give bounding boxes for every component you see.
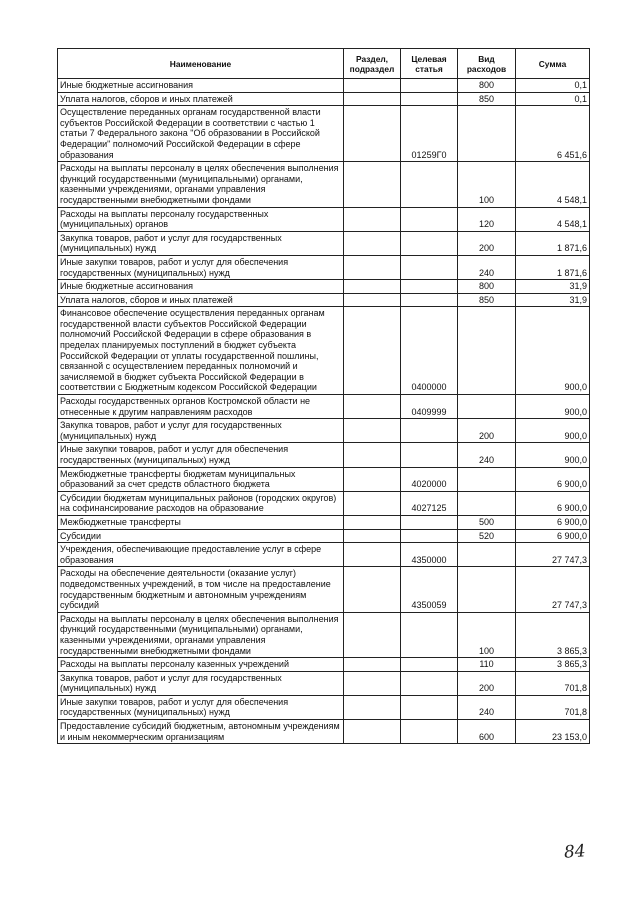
cell-target: [401, 255, 458, 279]
cell-section: [344, 280, 401, 294]
cell-section: [344, 671, 401, 695]
cell-section: [344, 443, 401, 467]
table-row: [58, 529, 590, 543]
cell-sum: 27 747,3: [516, 567, 590, 612]
cell-target: 4020000: [401, 467, 458, 491]
budget-table: [57, 48, 590, 744]
cell-sum: 900,0: [516, 395, 590, 419]
table-row: [58, 720, 590, 744]
cell-section: [344, 491, 401, 515]
cell-kind: [458, 567, 516, 612]
table-row: [58, 231, 590, 255]
table-row: [58, 307, 590, 395]
cell-section: [344, 92, 401, 106]
cell-kind: [458, 307, 516, 395]
cell-name: Иные закупки товаров, работ и услуг для обеспечения государственных (муниципальных) нужд: [58, 443, 344, 467]
cell-name: Субсидии: [58, 529, 344, 543]
table-row: [58, 695, 590, 719]
table-body: [58, 79, 590, 744]
cell-sum: 6 900,0: [516, 515, 590, 529]
cell-sum: 900,0: [516, 307, 590, 395]
cell-kind: 120: [458, 207, 516, 231]
cell-name: Предоставление субсидий бюджетным, автономным учреждениям и иным некоммерческим организациям: [58, 720, 344, 744]
table-row: [58, 443, 590, 467]
cell-target: [401, 207, 458, 231]
cell-kind: 850: [458, 293, 516, 307]
cell-name: Расходы на выплаты персоналу казенных учреждений: [58, 658, 344, 672]
cell-kind: [458, 467, 516, 491]
budget-table-sheet: [57, 48, 589, 744]
cell-section: [344, 720, 401, 744]
cell-kind: 200: [458, 231, 516, 255]
table-row: [58, 467, 590, 491]
cell-kind: 240: [458, 255, 516, 279]
table-row: [58, 395, 590, 419]
cell-section: [344, 395, 401, 419]
table-row: [58, 658, 590, 672]
table-row: [58, 567, 590, 612]
cell-target: [401, 231, 458, 255]
cell-sum: 1 871,6: [516, 231, 590, 255]
table-row: [58, 255, 590, 279]
cell-section: [344, 307, 401, 395]
cell-name: Иные закупки товаров, работ и услуг для обеспечения государственных (муниципальных) нужд: [58, 255, 344, 279]
table-row: [58, 207, 590, 231]
cell-section: [344, 467, 401, 491]
header-name: Наименование: [58, 49, 344, 79]
cell-name: Уплата налогов, сборов и иных платежей: [58, 293, 344, 307]
cell-kind: [458, 106, 516, 162]
cell-section: [344, 162, 401, 207]
table-row: [58, 92, 590, 106]
cell-target: 0400000: [401, 307, 458, 395]
cell-section: [344, 419, 401, 443]
table-row: [58, 543, 590, 567]
cell-name: Расходы государственных органов Костромской области не отнесенные к другим направлениям расходов: [58, 395, 344, 419]
cell-section: [344, 79, 401, 93]
cell-name: Финансовое обеспечение осуществления переданных органам государственной власти субъектов Российской Федерации полномочий Российской Федерации в сфере образования в пределах планируемых поступлений в бюджет субъекта Российской Федерации от уплаты государственной пошлины, связанной с осуществлением переданных полномочий и зачисляемой в бюджет субъекта Российской Федерации в соответствии с Бюджетным кодексом Российской Федерации: [58, 307, 344, 395]
cell-section: [344, 567, 401, 612]
cell-sum: 31,9: [516, 293, 590, 307]
cell-kind: 240: [458, 443, 516, 467]
table-row: [58, 280, 590, 294]
cell-section: [344, 529, 401, 543]
cell-section: [344, 515, 401, 529]
cell-name: Межбюджетные трансферты бюджетам муниципальных образований за счет средств областного бюджета: [58, 467, 344, 491]
table-row: [58, 162, 590, 207]
cell-target: 4027125: [401, 491, 458, 515]
cell-kind: 520: [458, 529, 516, 543]
cell-target: [401, 79, 458, 93]
cell-section: [344, 695, 401, 719]
table-row: [58, 612, 590, 657]
cell-target: 4350000: [401, 543, 458, 567]
cell-sum: 701,8: [516, 695, 590, 719]
cell-sum: 0,1: [516, 92, 590, 106]
table-row: [58, 671, 590, 695]
cell-kind: 600: [458, 720, 516, 744]
cell-sum: 701,8: [516, 671, 590, 695]
cell-sum: 0,1: [516, 79, 590, 93]
cell-sum: 4 548,1: [516, 162, 590, 207]
cell-target: 01259Г0: [401, 106, 458, 162]
cell-target: [401, 720, 458, 744]
header-kind: Вид расходов: [458, 49, 516, 79]
cell-kind: 240: [458, 695, 516, 719]
cell-section: [344, 106, 401, 162]
table-row: [58, 491, 590, 515]
cell-name: Иные бюджетные ассигнования: [58, 79, 344, 93]
cell-name: Расходы на обеспечение деятельности (оказание услуг) подведомственных учреждений, в том числе на предоставление государственным бюджетным и автономным учреждениям субсидий: [58, 567, 344, 612]
cell-section: [344, 658, 401, 672]
cell-target: [401, 658, 458, 672]
table-row: [58, 106, 590, 162]
cell-sum: 1 871,6: [516, 255, 590, 279]
cell-kind: 100: [458, 162, 516, 207]
cell-target: [401, 92, 458, 106]
cell-kind: 850: [458, 92, 516, 106]
cell-sum: 31,9: [516, 280, 590, 294]
cell-sum: 900,0: [516, 443, 590, 467]
cell-section: [344, 293, 401, 307]
cell-name: Осуществление переданных органам государственной власти субъектов Российской Федерации в соответствии с частью 1 статьи 7 Федерального закона "Об образовании в Российской Федерации" полномочий Российской Федерации в сфере образования: [58, 106, 344, 162]
cell-kind: 200: [458, 419, 516, 443]
cell-sum: 6 900,0: [516, 467, 590, 491]
cell-kind: 100: [458, 612, 516, 657]
cell-name: Расходы на выплаты персоналу в целях обеспечения выполнения функций государственными (муниципальными) органами, казенными учреждениями, органами управления государственными внебюджетными фондами: [58, 162, 344, 207]
header-sum: Сумма: [516, 49, 590, 79]
cell-target: 0409999: [401, 395, 458, 419]
cell-section: [344, 612, 401, 657]
cell-target: [401, 443, 458, 467]
cell-sum: 6 451,6: [516, 106, 590, 162]
cell-kind: [458, 543, 516, 567]
cell-target: [401, 671, 458, 695]
cell-sum: 3 865,3: [516, 612, 590, 657]
cell-sum: 6 900,0: [516, 529, 590, 543]
cell-section: [344, 207, 401, 231]
header-target: Целевая статья: [401, 49, 458, 79]
table-row: [58, 293, 590, 307]
cell-target: [401, 280, 458, 294]
page-number: 84: [563, 841, 587, 863]
cell-target: [401, 293, 458, 307]
cell-name: Закупка товаров, работ и услуг для государственных (муниципальных) нужд: [58, 671, 344, 695]
cell-sum: 23 153,0: [516, 720, 590, 744]
cell-kind: 110: [458, 658, 516, 672]
cell-name: Межбюджетные трансферты: [58, 515, 344, 529]
cell-kind: [458, 491, 516, 515]
cell-section: [344, 543, 401, 567]
table-row: [58, 79, 590, 93]
cell-section: [344, 255, 401, 279]
cell-kind: [458, 395, 516, 419]
cell-sum: 900,0: [516, 419, 590, 443]
cell-target: [401, 612, 458, 657]
cell-sum: 3 865,3: [516, 658, 590, 672]
cell-name: Расходы на выплаты персоналу в целях обеспечения выполнения функций государственными (муниципальными) органами, казенными учреждениями, органами управления государственными внебюджетными фондами: [58, 612, 344, 657]
cell-name: Расходы на выплаты персоналу государственных (муниципальных) органов: [58, 207, 344, 231]
cell-section: [344, 231, 401, 255]
cell-target: [401, 162, 458, 207]
cell-kind: 800: [458, 280, 516, 294]
table-row: [58, 419, 590, 443]
cell-name: Закупка товаров, работ и услуг для государственных (муниципальных) нужд: [58, 419, 344, 443]
cell-name: Уплата налогов, сборов и иных платежей: [58, 92, 344, 106]
cell-name: Закупка товаров, работ и услуг для государственных (муниципальных) нужд: [58, 231, 344, 255]
cell-sum: 6 900,0: [516, 491, 590, 515]
cell-name: Иные бюджетные ассигнования: [58, 280, 344, 294]
cell-name: Иные закупки товаров, работ и услуг для обеспечения государственных (муниципальных) нужд: [58, 695, 344, 719]
cell-target: [401, 529, 458, 543]
cell-kind: 800: [458, 79, 516, 93]
cell-kind: 500: [458, 515, 516, 529]
table-header-row: [58, 49, 590, 79]
cell-target: [401, 515, 458, 529]
header-section: Раздел, подраздел: [344, 49, 401, 79]
cell-target: [401, 419, 458, 443]
cell-target: [401, 695, 458, 719]
cell-name: Субсидии бюджетам муниципальных районов (городских округов) на софинансирование расходов на образование: [58, 491, 344, 515]
cell-sum: 27 747,3: [516, 543, 590, 567]
cell-name: Учреждения, обеспечивающие предоставление услуг в сфере образования: [58, 543, 344, 567]
cell-target: 4350059: [401, 567, 458, 612]
cell-sum: 4 548,1: [516, 207, 590, 231]
table-row: [58, 515, 590, 529]
cell-kind: 200: [458, 671, 516, 695]
